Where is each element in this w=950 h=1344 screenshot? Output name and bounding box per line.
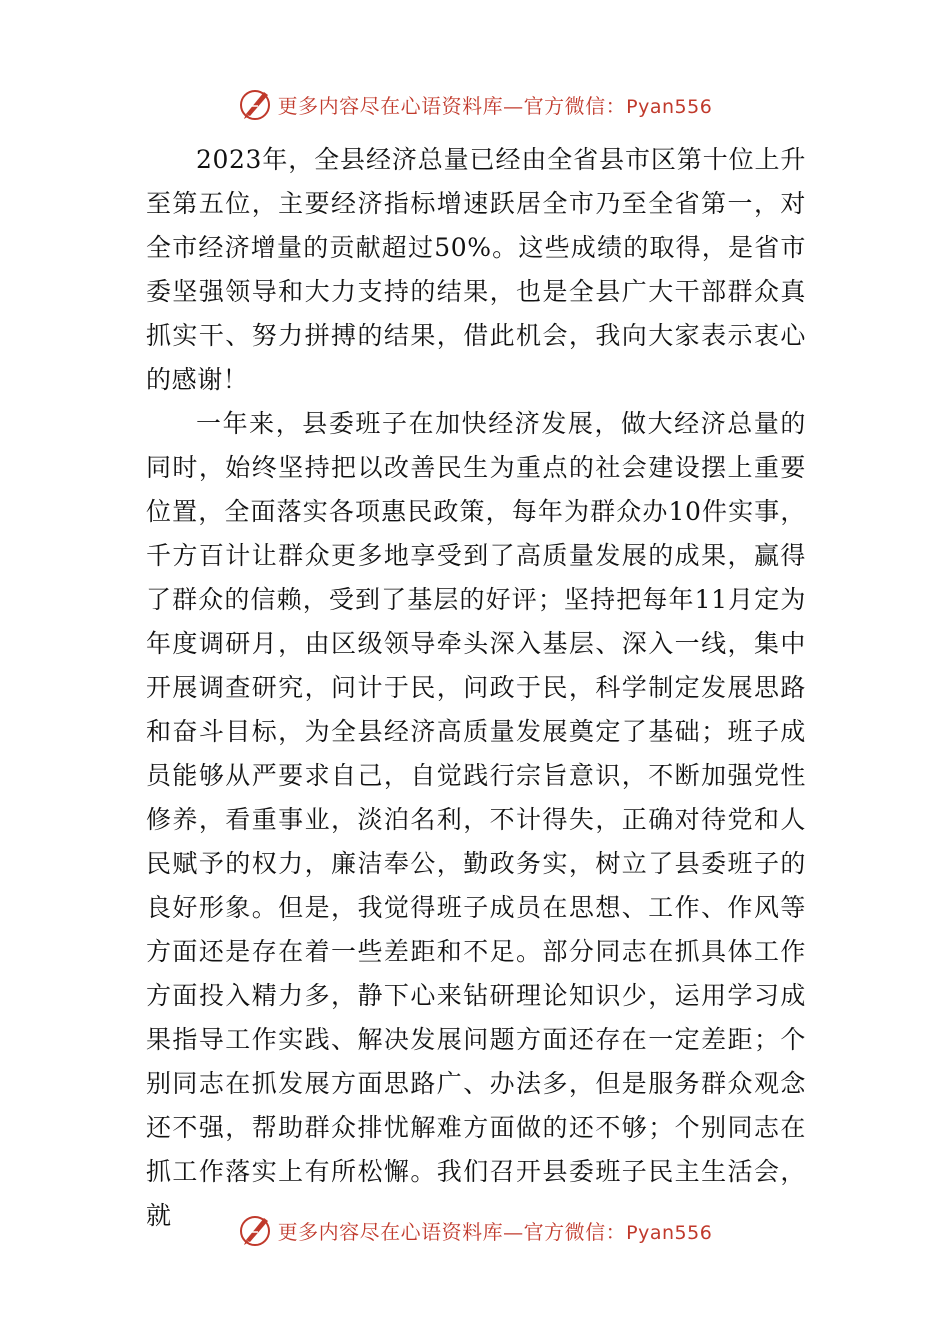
document-body: [146, 138, 806, 1238]
quill-pen-logo-icon: [238, 1212, 274, 1248]
footer-wechat-id: Pyan556: [626, 1221, 713, 1244]
header-wechat-id: Pyan556: [626, 95, 713, 118]
header-watermark-text: 更多内容尽在心语资料库—官方微信：Pyan556: [277, 93, 713, 118]
footer-watermark-banner: [0, 1208, 950, 1252]
quill-pen-logo-icon: [238, 86, 274, 122]
footer-watermark-text: 更多内容尽在心语资料库—官方微信：Pyan556: [277, 1219, 713, 1244]
header-watermark-banner: [0, 82, 950, 126]
body-paragraph-1: 2023年，全县经济总量已经由全省县市区第十位上升至第五位，主要经济指标增速跃居全市乃至全省第一，对全市经济增量的贡献超过50%。这些成绩的取得，是省市委坚强领导和大力支持的结果，也是全县广大干部群众真抓实干、努力拼搏的结果，借此机会，我向大家表示衷心的感谢！: [146, 145, 806, 394]
body-paragraph-2: 一年来，县委班子在加快经济发展，做大经济总量的同时，始终坚持把以改善民生为重点的社会建设摆上重要位置，全面落实各项惠民政策，每年为群众办10件实事，千方百计让群众更多地享受到了高质量发展的成果，赢得了群众的信赖，受到了基层的好评；坚持把每年11月定为年度调研月，由区级领导牵头深入基层、深入一线，集中开展调查研究，问计于民，问政于民，科学制定发展思路和奋斗目标，为全县经济高质量发展奠定了基础；班子成员能够从严要求自己，自觉践行宗旨意识，不断加强党性修养，看重事业，淡泊名利，不计得失，正确对待党和人民赋予的权力，廉洁奉公，勤政务实，树立了县委班子的良好形象。但是，我觉得班子成员在思想、工作、作风等方面还是存在着一些差距和不足。部分同志在抓具体工作方面投入精力多，静下心来钻研理论知识少，运用学习成果指导工作实践、解决发展问题方面还存在一定差距；个别同志在抓发展方面思路广、办法多，但是服务群众观念还不强，帮助群众排忧解难方面做的还不够；个别同志在抓工作落实上有所松懈。我们召开县委班子民主生活会，就: [146, 409, 806, 1230]
